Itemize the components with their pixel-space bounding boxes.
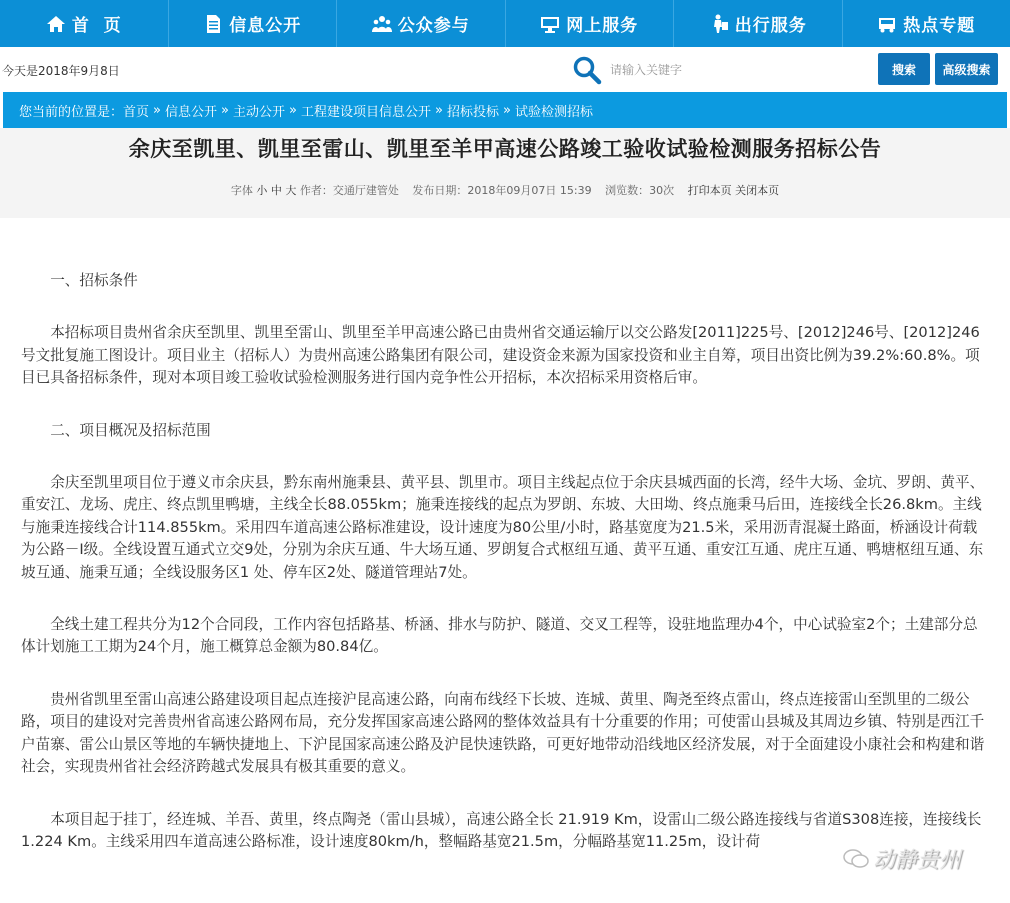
current-date: 今天是2018年9月8日	[2, 64, 120, 78]
nav-item-info[interactable]	[169, 0, 338, 47]
print-page-link[interactable]: 打印本页	[687, 184, 732, 197]
monitor-icon	[540, 14, 560, 34]
bus-icon	[877, 14, 897, 34]
search-icon[interactable]	[572, 55, 602, 85]
search-input[interactable]	[610, 57, 870, 83]
article-meta	[0, 182, 1010, 198]
breadcrumb	[3, 92, 1007, 128]
watermark	[843, 843, 961, 874]
nav-item-label: 公众参与	[397, 16, 470, 36]
breadcrumb-separator: »	[221, 102, 229, 118]
nav-item-label: 出行服务	[734, 16, 807, 36]
breadcrumb-item-active[interactable]: 主动公开	[232, 104, 285, 120]
breadcrumb-item-bidding[interactable]: 招标投标	[446, 104, 499, 120]
top-nav	[0, 0, 1010, 47]
breadcrumb-separator: »	[434, 102, 443, 118]
paragraph: 余庆至凯里项目位于遵义市余庆县，黔东南州施秉县、黄平县、凯里市。项目主线起点位于余庆县城西面的长湾，经牛大场、金坑、罗朗、黄平、重安江、龙场、虎庄、终点凯里鸭塘，主线全长88.055km；施秉连接线的起点为罗朗、东坡、大田坳、终点施秉马后田，连接线全长26.8km。主线与施秉连接线合计114.855km。采用四车道高速公路标准建设，设计速度为80公里/小时，路基宽度为21.5米，采用沥青混凝土路面，桥涵设计荷载为公路－Ⅰ级。全线设置互通式立交9处，分别为余庆互通、牛大场互通、罗朗复合式枢纽互通、黄平互通、重安江互通、虎庄互通、鸭塘枢纽互通、东坡互通、施秉互通；全线设服务区1 处、停车区2处、隧道管理站7处。	[21, 474, 985, 581]
advanced-search-button[interactable]: 高级搜索	[935, 53, 998, 85]
breadcrumb-item-testing[interactable]: 试验检测招标	[514, 104, 593, 120]
nav-item-travel[interactable]	[674, 0, 843, 47]
nav-item-label: 热点专题	[903, 16, 976, 36]
watermark-text: 动静贵州	[873, 848, 962, 873]
traveler-icon	[709, 14, 729, 34]
nav-item-home[interactable]	[0, 0, 169, 47]
nav-item-label: 网上服务	[566, 16, 639, 36]
font-size-label: 字体	[230, 184, 253, 197]
paragraph: 本项目起于挂丁，经连城、羊吾、黄里，终点陶尧（雷山县城），高速公路全长 21.919 Km，设雷山二级公路连接线与省道S308连接，连接线长 1.224 Km。主线采用四车道高速公路标准，设计速度80km/h，整幅路基宽21.5m，分幅路基宽11.25m，设计荷	[21, 810, 982, 850]
paragraph: 本招标项目贵州省余庆至凯里、凯里至雷山、凯里至羊甲高速公路已由贵州省交通运输厅以交公路发[2011]225号、[2012]246号、[2012]246号文批复施工图设计。项目业主（招标人）为贵州高速公路集团有限公司，建设资金来源为国家投资和业主自筹，项目出资比例为39.2%:60.8%。项目已具备招标条件，现对本项目竣工验收试验检测服务进行国内竞争性公开招标，本次招标采用资格后审。	[21, 324, 980, 387]
nav-item-public[interactable]	[337, 0, 506, 47]
search-button[interactable]: 搜索	[878, 53, 930, 85]
breadcrumb-separator: »	[502, 102, 511, 118]
wechat-icon	[843, 849, 869, 869]
article-body	[21, 270, 986, 883]
close-page-link[interactable]: 关闭本页	[735, 184, 780, 197]
document-icon	[203, 14, 223, 34]
nav-item-online[interactable]	[506, 0, 675, 47]
nav-item-topics[interactable]	[843, 0, 1010, 47]
breadcrumb-item-home[interactable]: 首页	[123, 104, 150, 120]
section-heading: 一、招标条件	[50, 272, 138, 289]
font-large-button[interactable]: 大	[285, 184, 297, 197]
nav-item-label: 信息公开	[229, 16, 302, 36]
breadcrumb-prefix: 您当前的位置是：	[19, 104, 124, 120]
breadcrumb-separator: »	[153, 102, 161, 118]
nav-item-label: 首 页	[71, 16, 122, 36]
article-author: 作者：交通厅建管处	[299, 184, 399, 197]
home-icon	[46, 14, 66, 34]
font-small-button[interactable]: 小	[256, 184, 268, 197]
breadcrumb-item-projects[interactable]: 工程建设项目信息公开	[300, 104, 431, 120]
people-icon	[372, 14, 392, 34]
paragraph: 贵州省凯里至雷山高速公路建设项目起点连接沪昆高速公路，向南布线经下长坡、连城、黄里、陶尧至终点雷山，终点连接雷山至凯里的二级公路，项目的建设对完善贵州省高速公路网布局，充分发挥国家高速公路网的整体效益具有十分重要的作用；可使雷山县城及其周边乡镇、特别是西江千户苗寨、雷公山景区等地的车辆快捷地上、下沪昆国家高速公路及沪昆快速铁路，可更好地带动沿线地区经济发展，对于全面建设小康社会和构建和谐社会，实现贵州省社会经济跨越式发展具有极其重要的意义。	[21, 690, 985, 776]
article-date: 发布日期：2018年09月07日 15:39	[412, 184, 592, 197]
breadcrumb-separator: »	[289, 102, 297, 118]
font-medium-button[interactable]: 中	[270, 184, 282, 197]
article-title: 余庆至凯里、凯里至雷山、凯里至羊甲高速公路竣工验收试验检测服务招标公告	[128, 137, 882, 161]
breadcrumb-item-info[interactable]: 信息公开	[165, 104, 218, 120]
header-bar	[0, 47, 1010, 92]
article-views: 浏览数：30次	[605, 184, 675, 197]
section-heading: 二、项目概况及招标范围	[50, 421, 211, 439]
paragraph: 全线土建工程共分为12个合同段，工作内容包括路基、桥涵、排水与防护、隧道、交叉工程等，设驻地监理办4个，中心试验室2个；土建部分总体计划施工工期为24个月，施工概算总金额为80.84亿。	[21, 616, 978, 656]
